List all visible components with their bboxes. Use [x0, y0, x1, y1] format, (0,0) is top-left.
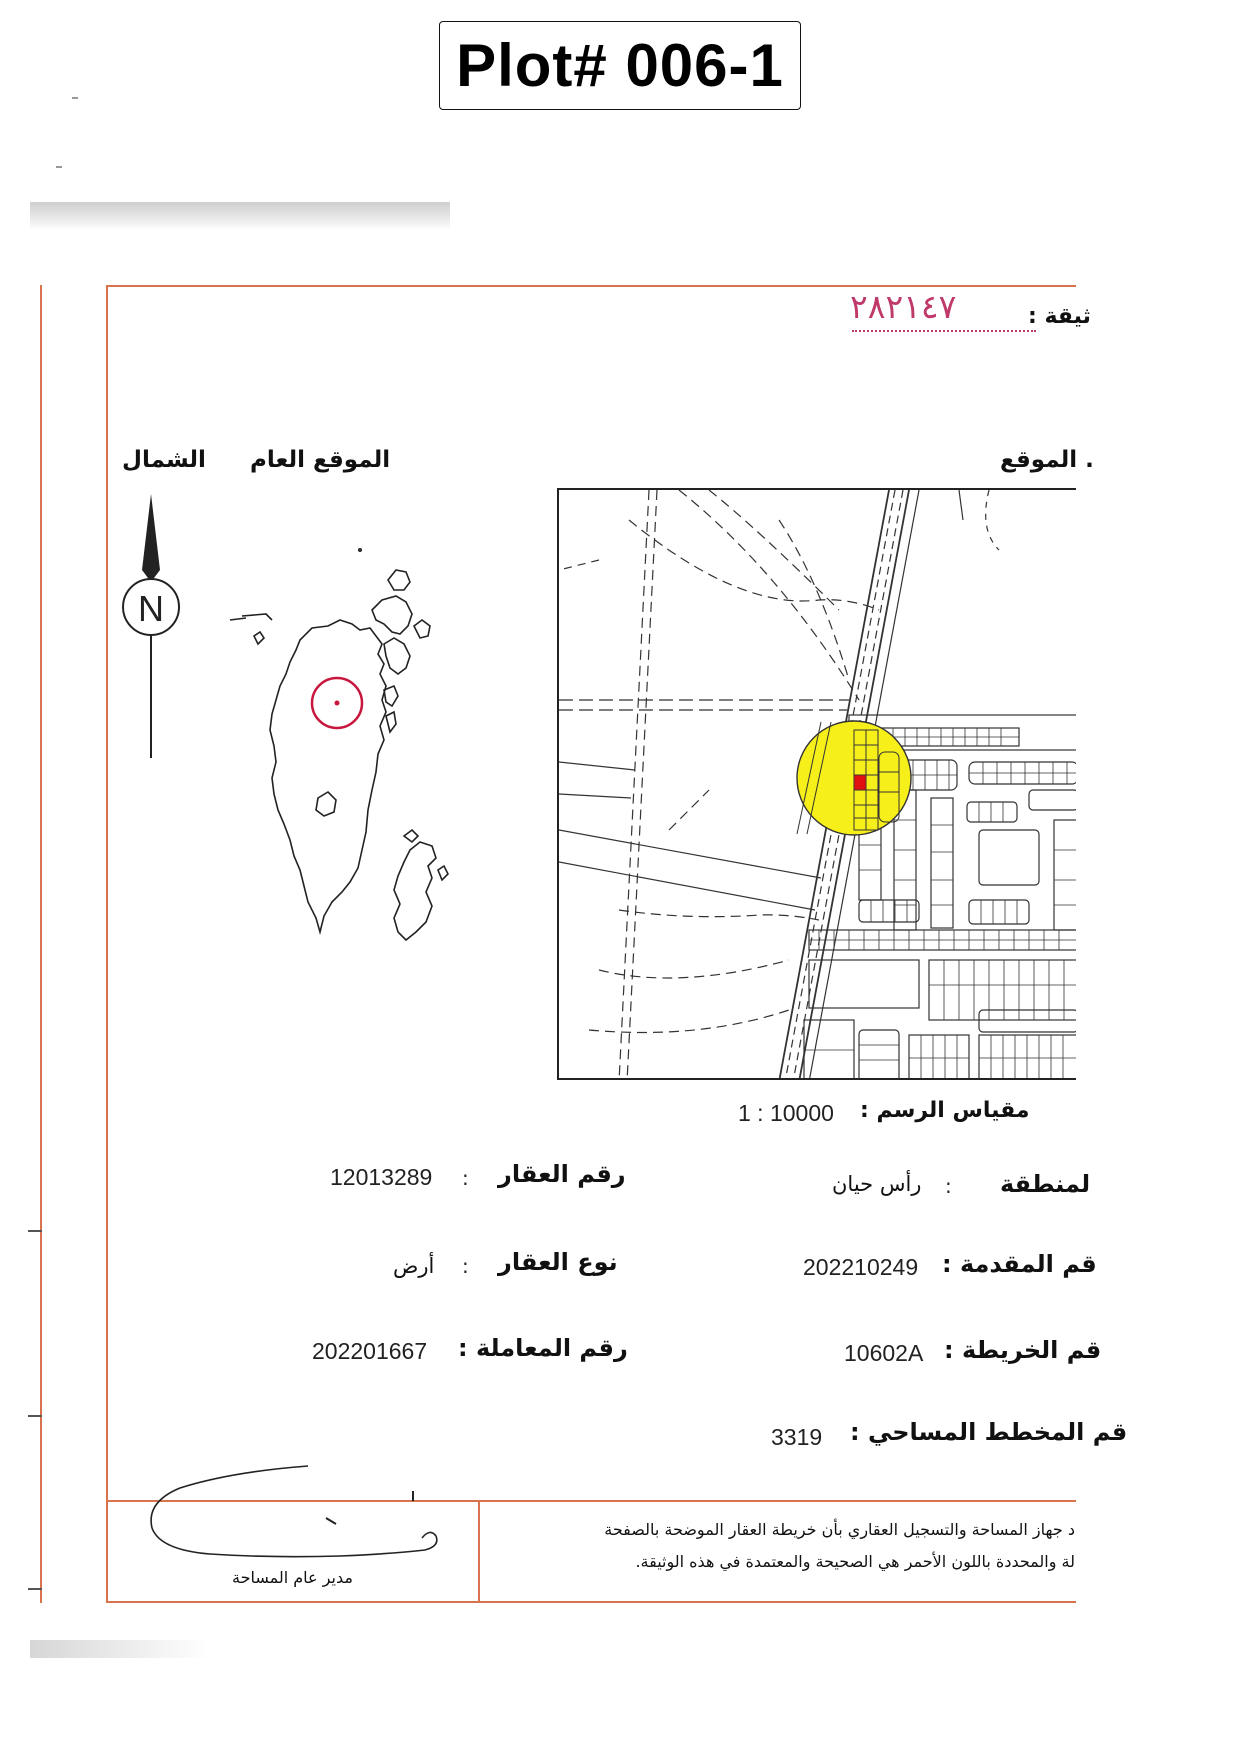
application-number-label: قم المقدمة : — [942, 1250, 1097, 1278]
colon: : — [462, 1254, 469, 1278]
scale-label: مقياس الرسم : — [860, 1098, 1030, 1123]
north-letter: N — [138, 588, 164, 629]
page-edge-tick — [28, 1230, 42, 1232]
general-location-heading: الموقع العام — [250, 447, 391, 473]
property-number-label: رقم العقار — [498, 1160, 626, 1188]
colon: : — [945, 1174, 952, 1198]
doc-number-value: ٢٨٢١٤٧ — [850, 287, 957, 326]
north-arrow-head — [142, 494, 160, 582]
signature-divider — [478, 1500, 480, 1603]
property-type-value: أرض — [393, 1254, 435, 1278]
colon: : — [462, 1166, 469, 1190]
scan-shadow-top — [30, 202, 450, 230]
highlighted-plot — [854, 775, 866, 790]
survey-plan-number-label: قم المخطط المساحي : — [850, 1418, 1128, 1446]
property-type-label: نوع العقار — [498, 1248, 618, 1276]
area-value: رأس حيان — [832, 1172, 922, 1196]
map-number-value: 10602A — [844, 1340, 924, 1366]
application-number-value: 202210249 — [803, 1254, 919, 1280]
transaction-number-label: رقم المعاملة : — [458, 1334, 628, 1362]
page-edge-tick — [28, 1588, 42, 1590]
map-number-label: قم الخريطة : — [944, 1336, 1102, 1364]
scale-value: 1 : 10000 — [738, 1100, 834, 1126]
signature-tick — [412, 1491, 414, 1501]
plot-title: Plot# 006-1 — [439, 21, 801, 110]
doc-number-underline — [852, 330, 1036, 332]
detail-map — [557, 488, 1076, 1080]
scan-speck — [72, 97, 78, 99]
detail-map-drawing — [559, 490, 1076, 1080]
page-edge-line — [40, 285, 42, 1603]
page-edge-tick — [28, 1415, 42, 1417]
survey-plan-number-value: 3319 — [771, 1424, 823, 1450]
signature-caption: مدير عام المساحة — [232, 1568, 353, 1587]
north-heading: الشمال — [122, 447, 206, 473]
doc-number-label: ثيقة : — [1028, 304, 1091, 329]
transaction-number-value: 202201667 — [312, 1338, 428, 1364]
signature — [140, 1458, 470, 1578]
locator-point — [335, 701, 340, 706]
area-label: لمنطقة — [1000, 1170, 1091, 1198]
locator-map — [200, 540, 500, 1060]
scan-speck — [56, 166, 62, 168]
location-heading: . الموقع — [1000, 447, 1094, 473]
declaration-line-2: لة والمحددة باللون الأحمر هي الصحيحة والمعتمدة في هذه الوثيقة. — [635, 1552, 1075, 1571]
scan-shadow-bottom — [30, 1640, 210, 1658]
property-number-value: 12013289 — [330, 1164, 433, 1190]
declaration-line-1: د جهاز المساحة والتسجيل العقاري بأن خريطة العقار الموضحة بالصفحة — [604, 1520, 1075, 1539]
